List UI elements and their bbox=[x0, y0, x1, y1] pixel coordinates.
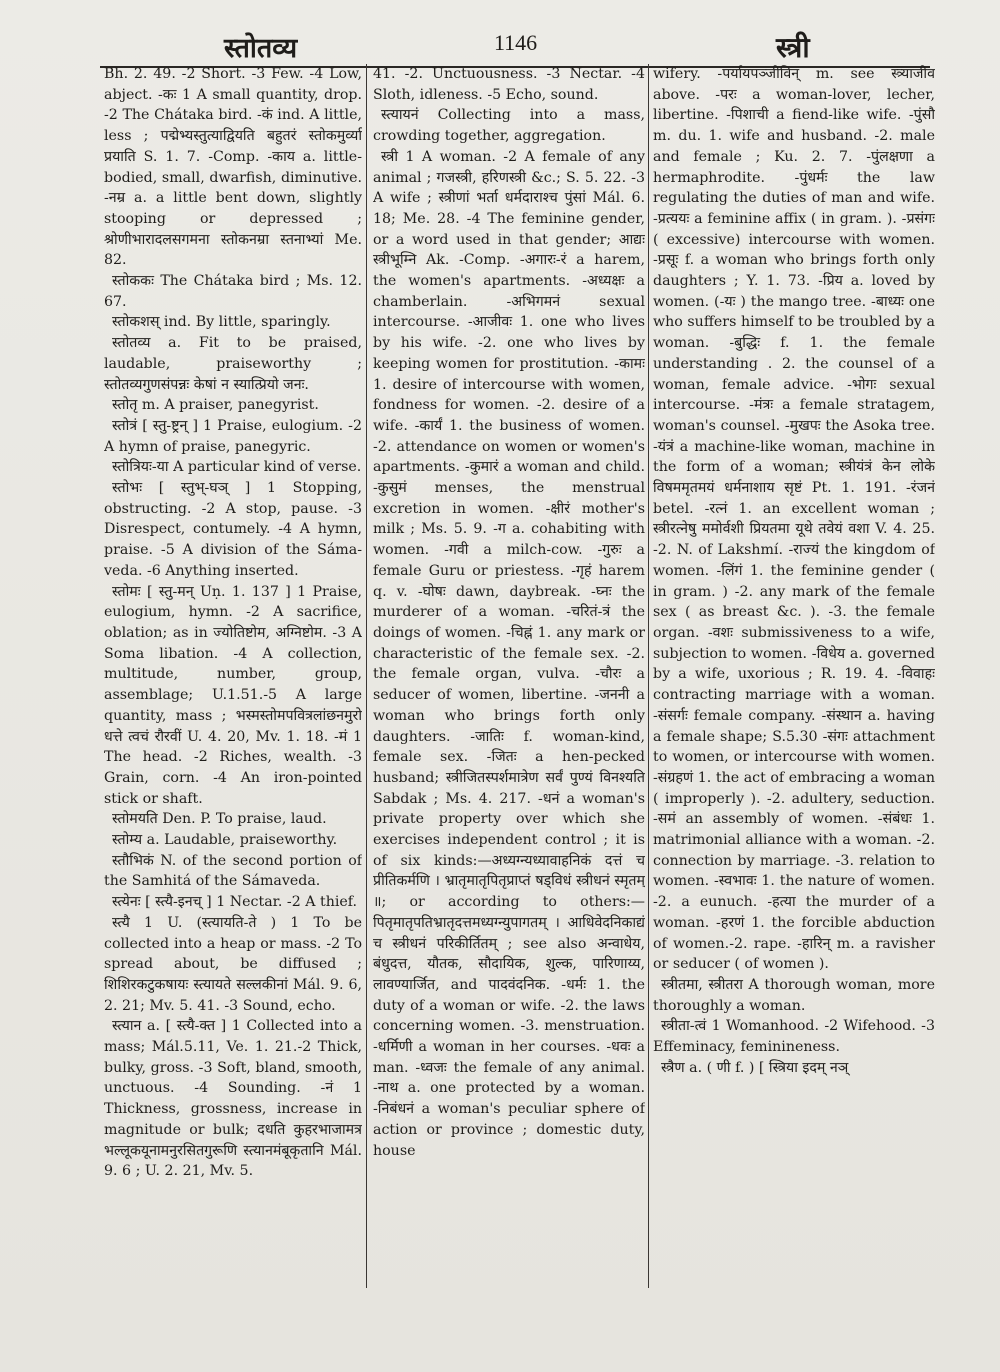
entry-paragraph: स्त्यै 1 U. (स्त्यायति-ते ) 1 To be collected into a heap or mass. -2 To spread about, be diffused ; शिशिरकटुकषायः स्त्यायते सल्लकीनां Mál. 9. 6, 2. 21; Mv. 5. 41. -3 Sound, echo. bbox=[104, 914, 362, 1014]
entry-paragraph: स्तोमयति Den. P. To praise, laud. bbox=[112, 811, 327, 828]
entry-paragraph: स्त्येनः [ स्त्यै-इनच् ] 1 Nectar. -2 A thief. bbox=[112, 894, 358, 911]
entry-paragraph: स्तौभिकं N. of the second portion of the Samhitá of the Sámaveda. bbox=[104, 852, 362, 890]
entry-paragraph: स्त्रैण a. ( णी f. ) [ स्त्रिया इदम् नञ् bbox=[661, 1059, 849, 1076]
column-2 bbox=[373, 64, 645, 1292]
entry-paragraph: स्तोतृ m. A praiser, panegyrist. bbox=[112, 397, 319, 414]
column-1 bbox=[104, 64, 362, 1292]
entry-paragraph: स्त्यायनं Collecting into a mass, crowding together, aggregation. bbox=[373, 107, 645, 145]
left-guideword: स्तोतव्य bbox=[224, 33, 298, 64]
entry-paragraph: स्तोकशस् ind. By little, sparingly. bbox=[112, 314, 331, 331]
entry-paragraph: स्त्रीतमा, स्त्रीतरा A thorough woman, more thoroughly a woman. bbox=[653, 976, 935, 1014]
entry-paragraph: स्तोत्रियः-या A particular kind of verse. bbox=[112, 459, 362, 476]
entry-paragraph: स्तोत्रं [ स्तु-ष्ट्रन् ] 1 Praise, eulogium. -2 A hymn of praise, panegyric. bbox=[104, 417, 362, 455]
entry-paragraph: wifery. -पर्यायपञ्जीविन् m. see स्त्र्याजीव above. -परः a woman-lover, lecher, libertine. -पिशाची a fiend-like wife. -पुंसौ m. du. 1. wife and husband. -2. male and female ; Ku. 2. 7. -पुंलक्षणा a hermaphrodite. -पुंधर्मः the law regulating the duties of man and wife. -प्रत्ययः a feminine affix ( in gram. ). -प्रसंगः ( excessive) intercourse with women. -प्रसूः f. a woman who brings forth only daughters ; Y. 1. 73. -प्रिय a. loved by women. (-यः ) the mango tree. -बाध्यः one who suffers himself to be troubled by a woman. -बुद्धिः f. 1. the female understanding . 2. the counsel of a woman, female advice. -भोगः sexual intercourse. -मंत्रः a female stratagem, woman's counsel. -मुखपः the Asoka tree. -यंत्रं a machine-like woman, machine in the form of a woman; स्त्रीयंत्रं केन लोके विषममृतमयं धर्मनाशाय सृष्टं Pt. 1. 191. -रंजनं betel. -रत्नं 1. an excellent woman ; स्त्रीरत्नेषु ममोर्वशी प्रियतमा यूथे तवेयं वशा V. 4. 25. -2. N. of Lakshmí. -राज्यं the kingdom of women. -लिंगं 1. the feminine gender ( in gram. ) -2. any mark of the female sex ( as breast &c. ). -3. the female organ. -वशः submissiveness to a wife, subjection to women. -विधेय a. governed by a wife, uxorious ; R. 19. 4. -विवाहः contracting marriage with a woman. -संसर्गः female company. -संस्थान a. having a female shape; S.5.30 -संगः attachment to women, or intercourse with women. -संग्रहणं 1. the act of embracing a woman ( improperly ). -2. adultery, seduction. -समं an assembly of women. -संबंधः 1. matrimonial alliance with a woman. -2. connection by marriage. -3. relation to women. -स्वभावः 1. the nature of women. -2. a eunuch. -हत्या the murder of a woman. -हरणं 1. the forcible abduction of women.-2. rape. -हारिन् m. a ravisher or seducer ( of women ). bbox=[653, 66, 935, 973]
page-header bbox=[100, 22, 930, 68]
entry-paragraph: स्तोम्य a. Laudable, praiseworthy. bbox=[112, 832, 338, 849]
entry-paragraph: स्त्रीता-त्वं 1 Womanhood. -2 Wifehood. -3 Effeminacy, feminineness. bbox=[653, 1018, 935, 1056]
entry-paragraph: स्त्यान a. [ स्त्यै-क्त ] 1 Collected into a mass; Mál.5.11, Ve. 1. 21.-2 Thick, bulky, gross. -3 Soft, bland, smooth, unctuous. -4 Sounding. -नं 1 Thickness, grossness, increase in magnitude or bulk; दधति कुहरभाजामत्र भल्लूकयूनामनुरसितगुरूणि स्त्यानमंबूकृतानि Mál. 9. 6 ; U. 2. 21, Mv. 5. bbox=[104, 1018, 362, 1180]
entry-paragraph: स्त्री 1 A woman. -2 A female of any animal ; गजस्त्री, हरिणस्त्री &c.; S. 5. 22. -3 A wife ; स्त्रीणां भर्ता धर्मदाराश्च पुंसां Mál. 6. 18; Me. 28. -4 The feminine gender, or a word used in that gender; आद्यः स्त्रीभूम्नि Ak. -Comp. -अगारः-रं a harem, the women's apartments. -अध्यक्षः a chamberlain. -अभिगमनं sexual intercourse. -आजीवः 1. one who lives by his wife. -2. one who lives by keeping women for prostitution. -कामः 1. desire of intercourse with women, fondness for women. -2. desire of a wife. -कार्यं 1. the business of women. -2. attendance on women or women's apartments. -कुमारं a woman and child. -कुसुमं menses, the menstrual excretion in women. -क्षीरं mother's milk ; Ms. 5. 9. -ग a. cohabiting with women. -गवी a milch-cow. -गुरुः a female Guru or priestess. -गृहं harem q. v. -घोषः dawn, daybreak. -घ्नः the murderer of a woman. -चरितं-त्रं the doings of women. -चिह्नं 1. any mark or characteristic of the female sex. -2. the female organ, vulva. -चौरः a seducer of women, libertine. -जननी a woman who brings forth only daughters. -जातिः f. woman-kind, female sex. -जितः a hen-pecked husband; स्त्रीजितस्पर्शमात्रेण सर्वं पुण्यं विनश्यति Sabdak ; Ms. 4. 217. -धनं a woman's private property over which she exercises independent control ; it is of six kinds:—अध्यग्न्यध्यावाहनिकं दत्तं च प्रीतिकर्मणि । भ्रातृमातृपितृप्राप्तं षड्विधं स्त्रीधनं स्मृतम् ॥; or according to others:—पितृमातृपतिभ्रातृदत्तमध्यग्न्युपागतम् । आधिवेदनिकाद्यं च स्त्रीधनं परिकीर्तितम् ; see also अन्वाधेय, बंधुदत्त, यौतक, सौदायिक, शुल्क, पारिणाय्य, लावण्यार्जित, and पादवंदनिक. -धर्मः 1. the duty of a woman or wife. -2. the laws concerning women. -3. menstruation. -धर्मिणी a woman in her courses. -धवः a man. -ध्वजः the female of any animal. -नाथ a. one protected by a woman. -निबंधनं a woman's peculiar sphere of action or province ; domestic duty, house bbox=[373, 148, 645, 1159]
entry-paragraph: Bh. 2. 49. -2 Short. -3 Few. -4 Low, abject. -कः 1 A small quantity, drop. -2 The Chátaka bird. -कं ind. A little, less ; पद्मेभ्यस्तुत्याद्वियति बहुतरं स्तोकमुर्व्या प्रयाति S. 1. 7. -Comp. -काय a. little-bodied, small, dwarfish, diminutive. -नम्र a. a little bent down, slightly stooping or depressed ; श्रोणीभारादलसगमना स्तोकनम्रा स्तनाभ्यां Me. 82. bbox=[104, 66, 362, 269]
entry-paragraph: स्तोमः [ स्तु-मन् Uṇ. 1. 137 ] 1 Praise, eulogium, hymn. -2 A sacrifice, oblation; as in ज्योतिष्टोम, अग्निष्टोम. -3 A Soma libation. -4 A collection, multitude, number, group, assemblage; U.1.51.-5 A large quantity, mass ; भस्मस्तोमपवित्रलांछनमुरो धत्ते त्वचं रौरवीं U. 4. 20, Mv. 1. 18. -मं 1 The head. -2 Riches, wealth. -3 Grain, corn. -4 An iron-pointed stick or shaft. bbox=[104, 583, 362, 807]
page-number: 1146 bbox=[494, 30, 538, 55]
right-guideword: स्त्री bbox=[776, 31, 810, 64]
column-divider-1 bbox=[366, 64, 367, 1288]
entry-paragraph: स्तोभः [ स्तुभ्-घञ् ] 1 Stopping, obstructing. -2 A stop, pause. -3 Disrespect, contumely. -4 A hymn, praise. -5 A division of the Sáma-veda. -6 Anything inserted. bbox=[104, 480, 362, 579]
entry-paragraph: 41. -2. Unctuousness. -3 Nectar. -4 Sloth, idleness. -5 Echo, sound. bbox=[373, 66, 645, 103]
entry-paragraph: स्तोककः The Chátaka bird ; Ms. 12. 67. bbox=[104, 273, 362, 310]
column-divider-2 bbox=[648, 64, 649, 1288]
column-3 bbox=[653, 64, 935, 1292]
entry-paragraph: स्तोतव्य a. Fit to be praised, laudable, praiseworthy ; स्तोतव्यगुणसंपन्नः केषां न स्यात्प्रियो जनः. bbox=[104, 335, 362, 393]
